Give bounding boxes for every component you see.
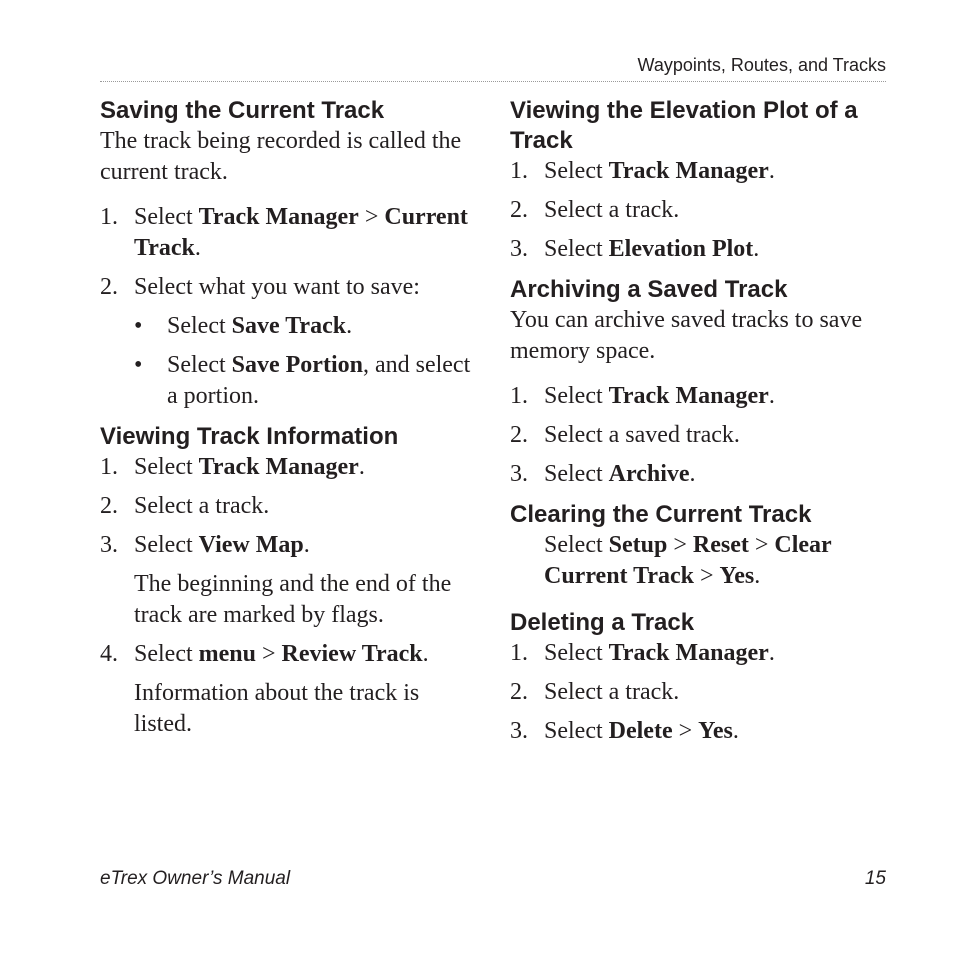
left-column	[100, 96, 475, 748]
step-text: Select	[544, 718, 609, 744]
step-number: 3.	[510, 718, 528, 744]
menu-option-track-manager: Track Manager	[198, 454, 359, 480]
menu-option-yes: Yes	[698, 718, 733, 744]
bullet-text: Select	[167, 313, 232, 339]
heading-archiving-saved-track: Archiving a Saved Track	[510, 276, 788, 303]
step-separator: >	[672, 718, 699, 744]
right-column	[510, 96, 886, 755]
step-text: Select	[134, 641, 199, 667]
elevation-step-3	[510, 234, 886, 265]
step-punct: .	[768, 640, 775, 666]
step-punct: .	[768, 158, 775, 184]
note-text: Information about the track is listed.	[134, 680, 420, 737]
viewing-steps	[100, 452, 475, 740]
saving-step-1	[100, 202, 475, 264]
step-punct: .	[689, 461, 696, 487]
step-text: Select	[544, 640, 609, 666]
archiving-intro: You can archive saved tracks to save memory space.	[510, 307, 863, 364]
menu-option-clear-current-track: Clear Current Track	[544, 532, 832, 589]
note-text: The beginning and the end of the track are marked by flags.	[134, 571, 452, 628]
elevation-steps	[510, 156, 886, 265]
bullet: •	[134, 352, 143, 378]
archiving-step-2	[510, 420, 886, 451]
bullet-punct: , and select a portion.	[167, 352, 471, 409]
step-text: Select	[544, 236, 609, 262]
step-punct: .	[753, 236, 760, 262]
step-number: 4.	[100, 641, 118, 667]
step-number: 3.	[510, 236, 528, 262]
step-punct: .	[732, 718, 739, 744]
archiving-step-3	[510, 459, 886, 490]
instruction-separator: >	[667, 532, 693, 558]
step-punct: .	[358, 454, 365, 480]
heading-clearing-current-track: Clearing the Current Track	[510, 501, 812, 528]
step-number: 3.	[100, 532, 118, 558]
footer-manual-title: eTrex Owner’s Manual	[100, 868, 291, 889]
viewing-note-3	[100, 569, 475, 631]
menu-option-reset: Reset	[692, 532, 749, 558]
step-number: 3.	[510, 461, 528, 487]
menu-option-elevation-plot: Elevation Plot	[608, 236, 754, 262]
step-text: Select	[134, 204, 199, 230]
step-number: 2.	[100, 274, 118, 300]
step-number: 1.	[510, 640, 528, 666]
step-number: 2.	[510, 679, 528, 705]
menu-option-current-track: Current Track	[134, 204, 468, 261]
saving-steps	[100, 202, 475, 412]
clearing-instruction	[510, 530, 886, 592]
step-text: Select	[134, 532, 199, 558]
elevation-step-1	[510, 156, 886, 187]
step-number: 1.	[100, 204, 118, 230]
viewing-step-4	[100, 639, 475, 670]
page-header	[100, 55, 886, 82]
step-text: Select	[134, 454, 199, 480]
deleting-steps	[510, 638, 886, 747]
menu-option-track-manager: Track Manager	[608, 383, 769, 409]
elevation-step-2	[510, 195, 886, 226]
viewing-note-4	[100, 678, 475, 740]
step-punct: .	[303, 532, 310, 558]
instruction-separator: >	[694, 563, 720, 589]
bullet: •	[134, 313, 143, 339]
deleting-step-3	[510, 716, 886, 747]
step-text: Select	[544, 383, 609, 409]
menu-option-yes: Yes	[719, 563, 755, 589]
menu-option-review-track: Review Track	[281, 641, 423, 667]
viewing-step-2	[100, 491, 475, 522]
step-number: 2.	[100, 493, 118, 519]
instruction-punct: .	[754, 563, 761, 589]
step-number: 1.	[100, 454, 118, 480]
footer-page-number: 15	[864, 868, 886, 889]
bullet-text: Select	[167, 352, 232, 378]
instruction-text: Select	[544, 532, 609, 558]
step-number: 2.	[510, 422, 528, 448]
menu-option-setup: Setup	[608, 532, 668, 558]
step-text: Select	[544, 461, 609, 487]
heading-deleting-track: Deleting a Track	[510, 609, 695, 636]
instruction-separator: >	[748, 532, 775, 558]
menu-option-track-manager: Track Manager	[608, 158, 769, 184]
step-punct: .	[194, 235, 201, 261]
menu-option-save-track: Save Track	[231, 313, 347, 339]
archiving-step-1	[510, 381, 886, 412]
step-text: Select a saved track.	[544, 422, 740, 448]
step-separator: >	[255, 641, 282, 667]
saving-intro: The track being recorded is called the current track.	[100, 128, 462, 185]
menu-option-menu: menu	[198, 641, 256, 667]
deleting-step-2	[510, 677, 886, 708]
menu-option-view-map: View Map	[198, 532, 304, 558]
step-number: 2.	[510, 197, 528, 223]
step-text: Select a track.	[544, 197, 680, 223]
step-text: Select	[544, 158, 609, 184]
viewing-step-1	[100, 452, 475, 483]
save-options-list	[134, 311, 475, 412]
menu-option-track-manager: Track Manager	[198, 204, 359, 230]
heading-saving-current-track: Saving the Current Track	[100, 97, 385, 124]
step-number: 1.	[510, 158, 528, 184]
step-separator: >	[358, 204, 385, 230]
saving-step-2	[100, 272, 475, 412]
step-number: 1.	[510, 383, 528, 409]
menu-option-delete: Delete	[608, 718, 673, 744]
step-punct: .	[422, 641, 429, 667]
save-option-portion	[134, 350, 475, 412]
menu-option-track-manager: Track Manager	[608, 640, 769, 666]
step-text: Select a track.	[544, 679, 680, 705]
deleting-step-1	[510, 638, 886, 669]
menu-option-archive: Archive	[608, 461, 690, 487]
save-option-track	[134, 311, 475, 342]
step-text: Select what you want to save:	[134, 274, 420, 300]
step-punct: .	[768, 383, 775, 409]
step-text: Select a track.	[134, 493, 270, 519]
heading-viewing-track-information: Viewing Track Information	[100, 423, 399, 450]
heading-elevation-plot: Viewing the Elevation Plot of a Track	[510, 97, 858, 154]
viewing-step-3	[100, 530, 475, 561]
header-title: Waypoints, Routes, and Tracks	[637, 55, 886, 75]
archiving-steps	[510, 381, 886, 490]
menu-option-save-portion: Save Portion	[231, 352, 363, 378]
bullet-punct: .	[346, 313, 353, 339]
